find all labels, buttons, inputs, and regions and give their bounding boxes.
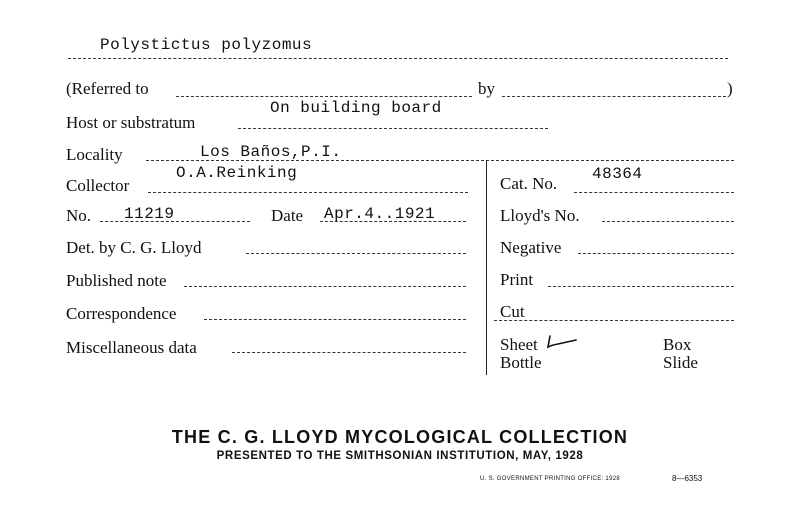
right-panel-divider [486, 160, 487, 375]
date-line [320, 221, 466, 222]
cat-no-value: 48364 [592, 165, 643, 183]
locality-label: Locality [66, 145, 123, 164]
cat-no-line [574, 192, 734, 193]
collector-value: O.A.Reinking [176, 164, 298, 182]
referred-to-line [176, 96, 472, 97]
slide-label: Slide [663, 353, 698, 372]
host-value: On building board [270, 99, 442, 117]
cat-no-label: Cat. No. [500, 174, 558, 193]
host-line [238, 128, 548, 129]
miscellaneous-line [232, 352, 466, 353]
referred-by-line [502, 96, 726, 97]
correspondence-label: Correspondence [66, 304, 177, 323]
collection-title: THE C. G. LLOYD MYCOLOGICAL COLLECTION [171, 427, 629, 447]
species-name: Polystictus polyzomus [100, 36, 313, 54]
date-value: Apr.4..1921 [324, 205, 436, 223]
bottle-label: Bottle [500, 353, 542, 372]
lloyds-no-line [602, 221, 734, 222]
lloyds-no-label: Lloyd's No. [500, 206, 580, 225]
collector-label: Collector [66, 176, 130, 195]
collection-subtitle: PRESENTED TO THE SMITHSONIAN INSTITUTION, MAY, 1928 [216, 450, 584, 462]
referred-close-paren: ) [727, 79, 733, 98]
sheet-label: Sheet [500, 335, 538, 354]
sheet-checkmark-icon [546, 332, 580, 352]
date-label: Date [271, 206, 304, 225]
cut-line [494, 320, 734, 321]
published-note-label: Published note [66, 271, 167, 290]
collector-line [148, 192, 468, 193]
number-label: No. [66, 206, 92, 225]
print-line [548, 286, 734, 287]
published-note-line [184, 286, 466, 287]
print-label: Print [500, 270, 534, 289]
number-line [100, 221, 250, 222]
number-value: 11219 [124, 205, 175, 223]
species-underline [68, 58, 728, 59]
det-by-line [246, 253, 466, 254]
printing-office-note: U. S. GOVERNMENT PRINTING OFFICE: 1928 [480, 476, 620, 482]
locality-line [146, 160, 734, 161]
negative-line [578, 253, 734, 254]
box-label: Box [663, 335, 692, 354]
miscellaneous-label: Miscellaneous data [66, 338, 197, 357]
negative-label: Negative [500, 238, 562, 257]
referred-by-label: by [478, 79, 495, 98]
locality-value: Los Baños,P.I. [200, 143, 342, 161]
correspondence-line [204, 319, 466, 320]
cut-label: Cut [500, 302, 525, 321]
det-by-label: Det. by C. G. Lloyd [66, 238, 202, 257]
form-number: 8—6353 [672, 474, 703, 483]
host-label: Host or substratum [66, 113, 196, 132]
referred-to-label: (Referred to [66, 79, 149, 98]
